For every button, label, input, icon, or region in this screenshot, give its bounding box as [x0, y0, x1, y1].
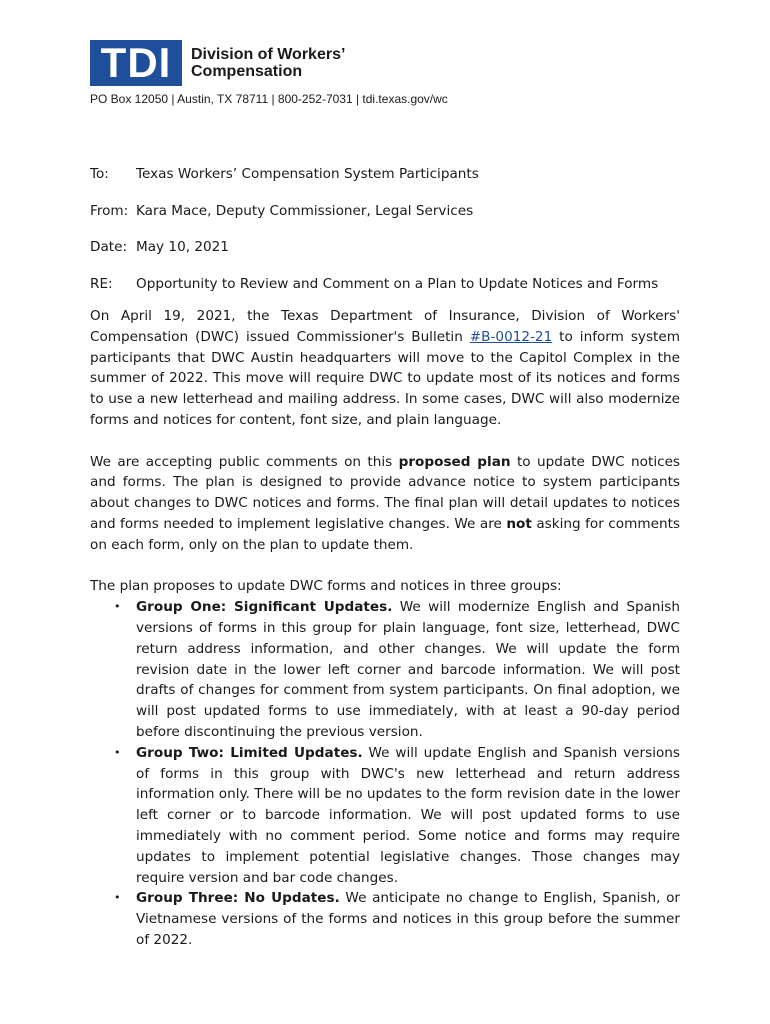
memo-from-value: Kara Mace, Deputy Commissioner, Legal Services: [136, 202, 474, 219]
memo-re-row: [90, 266, 658, 303]
org-name-line2: Compensation: [191, 63, 303, 80]
group-text: We will update English and Spanish versions of forms in this group with DWC's new letterhead and return address information only. There will be no updates to the form revision date in the lower left corner or to barcode information. We will post updated forms to use immediately with no comment period. Some notice and forms may require updates to implement potential legislative changes. Those changes may require version and bar code changes.: [136, 744, 680, 886]
bullet-icon: •: [114, 600, 121, 614]
memo-from-row: [90, 193, 658, 230]
tdi-logo: [90, 40, 345, 86]
paragraph-comments-text-2: to update DWC notices and forms. The plan is designed to provide advance notice to system participants about changes to DWC notices and forms. The final plan will detail updates to notices and forms needed to implement legislative changes. We are: [90, 453, 681, 532]
groups-list: [90, 597, 680, 951]
tdi-logo-mark: TDI: [90, 40, 182, 86]
memo-date-row: [90, 229, 658, 266]
org-name: [191, 46, 345, 80]
list-item: [90, 888, 680, 950]
list-item: [90, 743, 680, 889]
paragraph-comments-text-3: asking for comments on each form, only on the plan to update them.: [90, 515, 680, 553]
bulletin-link[interactable]: #B-0012-21: [469, 328, 553, 345]
paragraph-bulletin: [90, 306, 680, 431]
memo-date-value: May 10, 2021: [136, 239, 229, 256]
group-text: We anticipate no change to English, Spanish, or Vietnamese versions of the forms and notices in this group before the summer of 2022.: [136, 890, 680, 948]
group-text: We will modernize English and Spanish versions of forms in this group for plain language, font size, letterhead, DWC return address information, and other changes. We will update the form revision date in the lower left corner and barcode information. We will post drafts of changes for comment from system participants. On final adoption, we will post updated forms to use immediately, with at least a 90-day period before discontinuing the previous version.: [136, 599, 680, 740]
bullet-icon: •: [114, 745, 121, 759]
group-title: Group Three: No Updates.: [136, 890, 340, 907]
memo-from-label: From:: [90, 202, 129, 219]
proposed-plan-emphasis: proposed plan: [398, 453, 511, 470]
memo-date-label: Date:: [90, 239, 128, 256]
memo-header: [90, 156, 658, 302]
paragraph-bulletin-text-1: On April 19, 2021, the Texas Department of Insurance, Division of Workers' Compensation (DWC) issued Commissioner's Bulletin: [90, 308, 680, 345]
letterhead-address: PO Box 12050 | Austin, TX 78711 | 800-252-7031 | tdi.texas.gov/wc: [90, 92, 448, 106]
memo-body: [90, 306, 680, 951]
list-item: [90, 597, 680, 743]
memo-re-value: Opportunity to Review and Comment on a Plan to Update Notices and Forms: [136, 275, 659, 292]
group-title: Group Two: Limited Updates.: [136, 744, 363, 761]
not-emphasis: not: [506, 515, 532, 532]
org-name-line1: Division of Workers’: [191, 46, 346, 63]
paragraph-comments: [90, 452, 680, 556]
paragraph-comments-text-1: We are accepting public comments on this: [90, 453, 399, 470]
memo-to-label: To:: [90, 166, 109, 183]
memo-to-row: [90, 156, 658, 193]
memo-re-label: RE:: [90, 275, 113, 292]
paragraph-bulletin-text-2: to inform system participants that DWC Austin headquarters will move to the Capitol Complex in the summer of 2022. This move will require DWC to update most of its notices and forms to use a new letterhead and mailing address. In some cases, DWC will also modernize forms and notices for content, font size, and plain language.: [90, 328, 680, 428]
memo-to-value: Texas Workers’ Compensation System Participants: [136, 166, 479, 183]
group-title: Group One: Significant Updates.: [136, 599, 393, 616]
groups-intro: The plan proposes to update DWC forms and notices in three groups:: [90, 578, 562, 595]
bullet-icon: •: [114, 891, 121, 905]
